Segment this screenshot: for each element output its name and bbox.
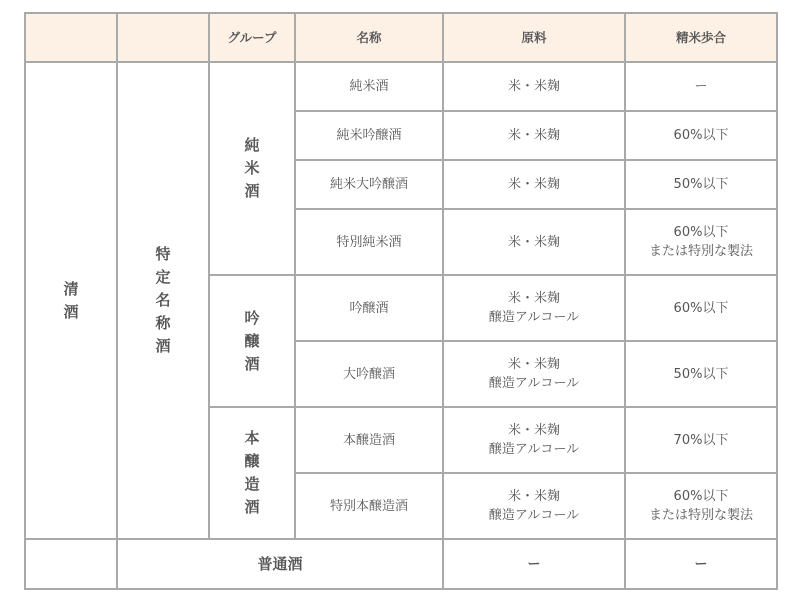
- ratio-cell: 60%以下: [625, 275, 777, 341]
- ingredients-cell: 米・米麹 醸造アルコール: [443, 341, 625, 407]
- name-cell: 吟醸酒: [295, 275, 443, 341]
- table-row: [25, 62, 777, 111]
- ratio-cell: 50%以下: [625, 341, 777, 407]
- ingredients-cell: 米・米麹 醸造アルコール: [443, 275, 625, 341]
- ratio-cell: 60%以下 または特別な製法: [625, 473, 777, 539]
- futsushu-row: [25, 539, 777, 589]
- header-empty-2: [117, 13, 209, 62]
- name-cell: 純米大吟醸酒: [295, 160, 443, 209]
- name-cell: 特別純米酒: [295, 209, 443, 275]
- futsushu-empty-cell: [25, 539, 117, 589]
- name-cell: 純米酒: [295, 62, 443, 111]
- ratio-cell: 70%以下: [625, 407, 777, 473]
- name-cell: 大吟醸酒: [295, 341, 443, 407]
- ratio-cell: 60%以下: [625, 111, 777, 160]
- honjozo-group-label: 本 醸 造 酒: [209, 407, 295, 539]
- ingredients-cell: 米・米麹 醸造アルコール: [443, 407, 625, 473]
- sake-classification-table: [24, 12, 778, 590]
- junmai-group-label: 純 米 酒: [209, 62, 295, 275]
- name-cell: 本醸造酒: [295, 407, 443, 473]
- header-group: グループ: [209, 13, 295, 62]
- ingredients-cell: 米・米麹: [443, 160, 625, 209]
- ratio-cell: ー: [625, 539, 777, 589]
- name-cell: 純米吟醸酒: [295, 111, 443, 160]
- header-ingredients: 原料: [443, 13, 625, 62]
- ingredients-cell: ー: [443, 539, 625, 589]
- ratio-cell: 50%以下: [625, 160, 777, 209]
- ratio-cell: ー: [625, 62, 777, 111]
- ingredients-cell: 米・米麹: [443, 62, 625, 111]
- header-polish-ratio: 精米歩合: [625, 13, 777, 62]
- header-empty-1: [25, 13, 117, 62]
- ingredients-cell: 米・米麹 醸造アルコール: [443, 473, 625, 539]
- ginjo-group-label: 吟 醸 酒: [209, 275, 295, 407]
- header-row: [25, 13, 777, 62]
- seishu-label: 清 酒: [25, 62, 117, 539]
- ratio-cell: 60%以下 または特別な製法: [625, 209, 777, 275]
- name-cell: 特別本醸造酒: [295, 473, 443, 539]
- tokutei-meishoshu-label: 特 定 名 称 酒: [117, 62, 209, 539]
- ingredients-cell: 米・米麹: [443, 209, 625, 275]
- ingredients-cell: 米・米麹: [443, 111, 625, 160]
- header-name: 名称: [295, 13, 443, 62]
- futsushu-label: 普通酒: [117, 539, 443, 589]
